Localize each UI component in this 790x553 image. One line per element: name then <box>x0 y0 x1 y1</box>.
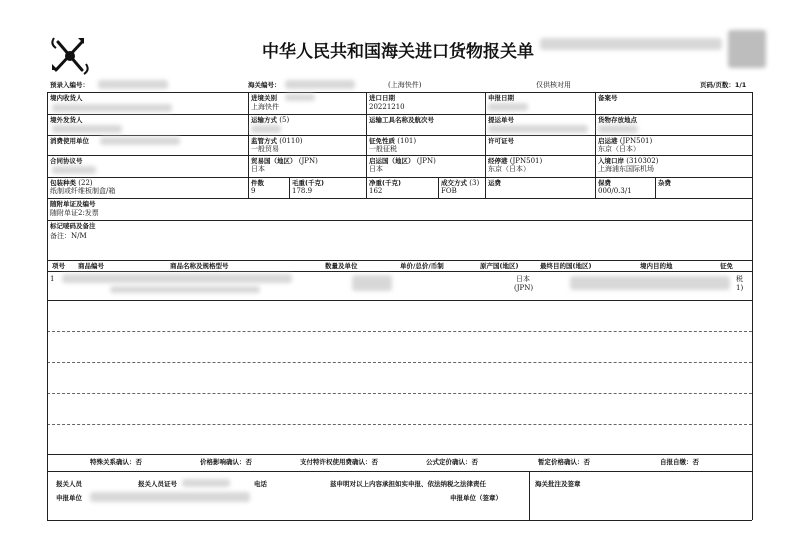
redacted-consignee <box>52 104 172 112</box>
declare-date-label: 申报日期 <box>488 94 514 102</box>
pieces-value: 9 <box>251 187 256 195</box>
net-weight-label: 净重(千克) <box>369 179 401 187</box>
provisional-price-confirm: 暂定价格确认：否 <box>538 458 590 466</box>
royalty-confirm: 支付特许权使用费确认：否 <box>300 458 378 466</box>
redacted-consumer-unit <box>100 137 180 145</box>
declaration-statement: 兹申明对以上内容承担如实申报、依法纳税之法律责任 <box>330 480 486 488</box>
goods-header-domestic-destination: 境内目的地 <box>640 262 673 270</box>
redacted-declare-unit <box>90 492 250 502</box>
goods-header-destination-country: 最终目的国(地区) <box>540 262 592 270</box>
origin-country-label: 启运国（地区） (JPN) <box>369 157 436 165</box>
redacted-storage-place <box>598 125 638 133</box>
goods-header-name: 商品名称及规格型号 <box>170 262 229 270</box>
page-title: 中华人民共和国海关进口货物报关单 <box>262 42 534 62</box>
page-number: 页码/页数：1/1 <box>700 81 747 89</box>
customs-remark-label: 海关批注及签章 <box>535 480 581 488</box>
for-checking-note: 仅供核对用 <box>536 81 571 89</box>
consumer-unit-label: 消费使用单位 <box>50 137 89 145</box>
attached-docs-value: 随附单证2:发票 <box>50 209 99 217</box>
contract-no-label: 合同协议号 <box>50 157 83 165</box>
transport-mode-label: 运输方式 (5) <box>251 116 290 124</box>
goods-origin-code: (JPN) <box>514 284 534 292</box>
redacted-transport-mode <box>251 125 281 133</box>
redacted-goods-quantity <box>352 275 392 291</box>
tax-nature-value: 一般征税 <box>369 145 397 153</box>
insurance-label: 保费 <box>598 179 611 187</box>
goods-header-quantity: 数量及单位 <box>325 262 358 270</box>
tax-nature-label: 征免性质 (101) <box>369 137 417 145</box>
declare-unit-label: 申报单位 <box>56 494 82 502</box>
redacted-port-code <box>285 94 315 101</box>
deal-mode-label: 成交方式 (3) <box>441 179 480 187</box>
record-no-label: 备案号 <box>598 94 618 102</box>
departure-port-value: 东京（日本） <box>598 145 640 153</box>
entry-port-office-label: 进境关别 <box>251 94 277 102</box>
trade-country-label: 贸易国（地区） (JPN) <box>251 157 318 165</box>
goods-header-hs-code: 商品编号 <box>78 262 104 270</box>
origin-country-value: 日本 <box>369 165 383 173</box>
goods-header-origin: 原产国(地区) <box>480 262 519 270</box>
departure-port-label: 启运港 (JPN501) <box>598 137 653 145</box>
marks-value: 备注：N/M <box>50 232 87 240</box>
redacted-goods-detail <box>62 274 292 283</box>
customs-emblem <box>48 34 92 78</box>
declarant-label: 报关人员 <box>56 480 82 488</box>
entry-port-label: 入境口岸 (310302) <box>598 157 659 165</box>
freight-label: 运费 <box>488 179 501 187</box>
redacted-corner <box>728 30 766 68</box>
redacted-declarant-cert <box>182 479 230 487</box>
import-date-value: 20221210 <box>369 103 405 111</box>
license-no-label: 许可证号 <box>488 137 514 145</box>
redacted-bill-no <box>488 125 588 133</box>
phone-label: 电话 <box>254 480 267 488</box>
storage-place-label: 货物存放地点 <box>598 116 637 124</box>
customs-no-label: 海关编号： <box>248 81 281 89</box>
insurance-value: 000/0.3/1 <box>598 187 632 195</box>
redacted-stamp <box>540 38 722 50</box>
goods-header-item-no: 项号 <box>52 262 65 270</box>
customs-name: (上海快件) <box>388 81 422 89</box>
pieces-label: 件数 <box>251 179 264 187</box>
trade-country-value: 日本 <box>251 165 265 173</box>
goods-exemption-line1: 税 <box>736 275 743 283</box>
entry-port-office-value: 上海快件 <box>251 103 279 111</box>
attached-docs-label: 随附单证及编号 <box>50 200 96 208</box>
special-relation-confirm: 特殊关系确认：否 <box>90 458 142 466</box>
consignee-label: 境内收货人 <box>50 94 83 102</box>
gross-weight-value: 178.9 <box>292 187 313 195</box>
package-type-label: 包装种类 (22) <box>50 179 93 187</box>
redacted-pre-entry-no <box>98 80 168 89</box>
marks-label: 标记唛码及备注 <box>50 222 96 230</box>
pre-entry-no-label: 预录入编号： <box>50 81 89 89</box>
redacted-customs-no <box>285 80 355 89</box>
supervision-mode-label: 监管方式 (0110) <box>251 137 303 145</box>
gross-weight-label: 毛重(千克) <box>292 179 324 187</box>
price-effect-confirm: 价格影响确认：否 <box>200 458 252 466</box>
goods-exemption-line2: 1) <box>736 284 744 292</box>
redacted-declare-date <box>488 103 528 111</box>
package-type-value: 纸制或纤维板制盒/箱 <box>50 187 116 195</box>
redacted-goods-detail-2 <box>110 286 260 293</box>
bill-no-label: 提运单号 <box>488 116 514 124</box>
goods-header-price: 单价/总价/币制 <box>400 262 444 270</box>
vessel-voyage-label: 运输工具名称及航次号 <box>369 116 434 124</box>
consignor-label: 境外发货人 <box>50 116 83 124</box>
supervision-mode-value: 一般贸易 <box>251 145 279 153</box>
deal-mode-value: FOB <box>441 187 457 195</box>
redacted-goods-destination <box>570 276 730 290</box>
entry-port-value: 上海浦东国际机场 <box>598 165 654 173</box>
transit-port-value: 东京（日本） <box>488 165 530 173</box>
redacted-contract-no <box>52 166 96 174</box>
formula-price-confirm: 公式定价确认：否 <box>426 458 478 466</box>
goods-origin-value: 日本 <box>516 275 530 283</box>
transit-port-label: 经停港 (JPN501) <box>488 157 543 165</box>
goods-item-no: 1 <box>50 275 55 283</box>
declarant-cert-label: 报关人员证号 <box>138 480 177 488</box>
import-date-label: 进口日期 <box>369 94 395 102</box>
declare-unit-sign: 申报单位（签章） <box>450 494 502 502</box>
misc-fee-label: 杂费 <box>658 179 671 187</box>
net-weight-value: 162 <box>369 187 383 195</box>
redacted-consignor <box>52 125 122 133</box>
customs-emblem-icon <box>48 34 92 78</box>
goods-header-exemption: 征免 <box>720 262 733 270</box>
self-report-confirm: 自报自缴：否 <box>660 458 699 466</box>
